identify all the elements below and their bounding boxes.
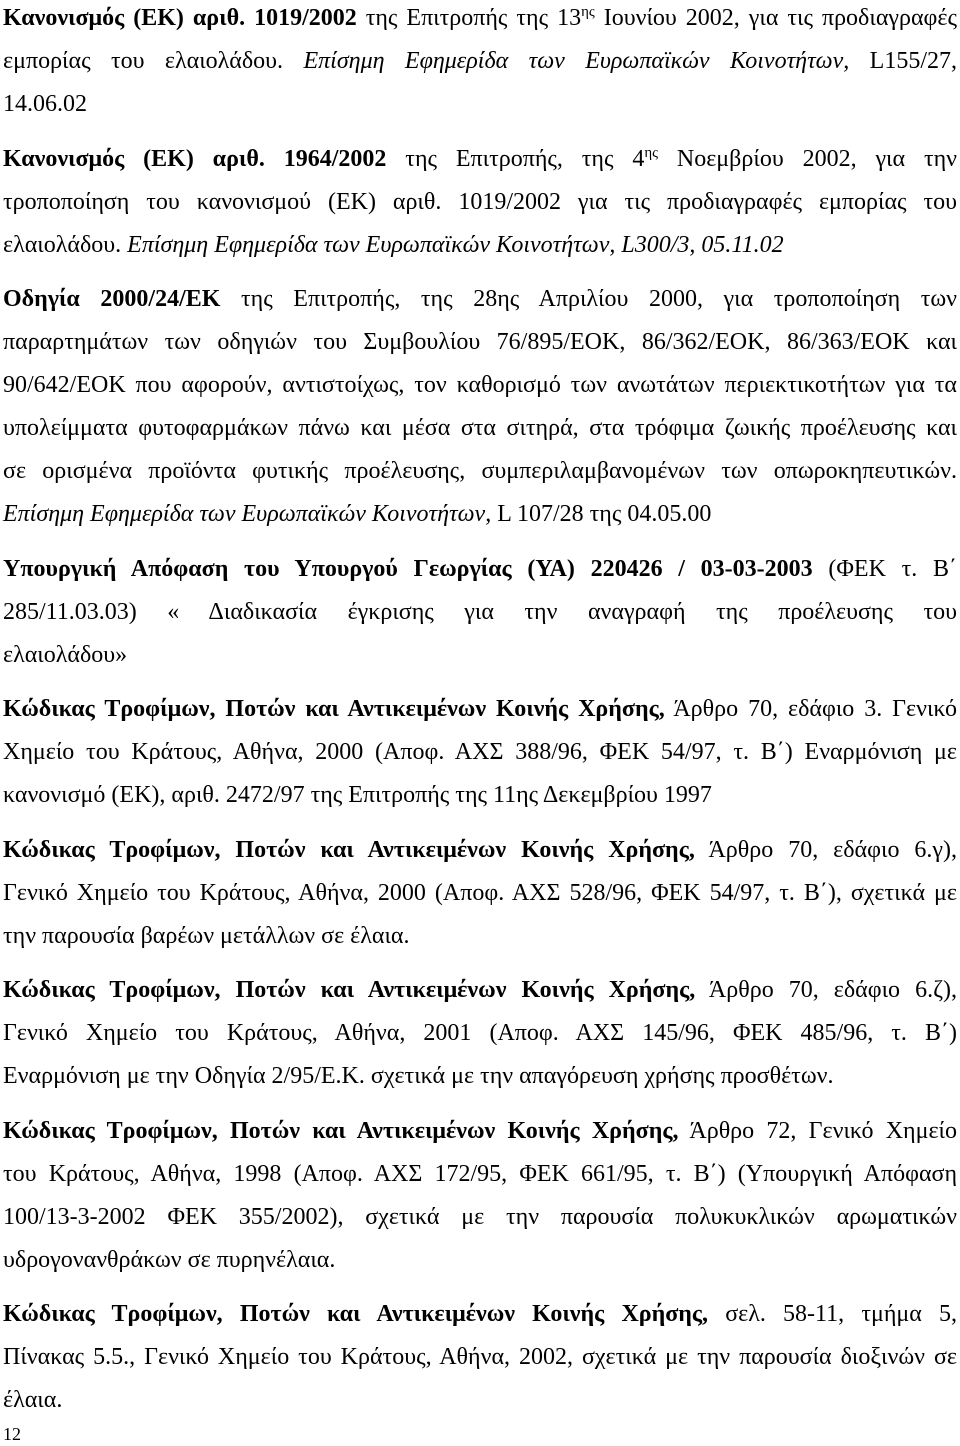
text-line [3, 548, 957, 591]
text-line [3, 493, 957, 536]
text-line [3, 872, 957, 915]
text-line [3, 1239, 957, 1282]
journal-citation: Επίσημη Εφημερίδα των Ευρωπαϊκών Κοινοτήτων, [3, 501, 492, 527]
text-line [3, 634, 957, 677]
text-segment: Γενικό Χημείο του Κράτους, Αθήνα, 2000 (Αποφ. ΑΧΣ 528/96, ΦΕΚ 54/97, τ. Β΄), σχετικά με [3, 879, 957, 906]
text-segment: 14.06.02 [3, 91, 87, 117]
text-segment: Γενικό Χημείο του Κράτους, Αθήνα, 2001 (Αποφ. ΑΧΣ 145/96, ΦΕΚ 485/96, τ. Β΄) [3, 1020, 957, 1046]
reference-title: Κώδικας Τροφίμων, Ποτών και Αντικειμένων Κοινής Χρήσης, [3, 1301, 709, 1327]
reference-title: Οδηγία 2000/24/ΕΚ [3, 286, 221, 312]
text-segment: Πίνακας 5.5., Γενικό Χημείο του Κράτους, Αθήνα, 2002, σχετικά με την παρουσία διοξινών σε [3, 1344, 957, 1370]
reference-entry [3, 969, 957, 1098]
text-segment: ελαιολάδου» [3, 641, 128, 668]
text-line [3, 1196, 957, 1239]
text-line [3, 278, 957, 321]
text-segment: υπολείμματα φυτοφαρμάκων πάνω και μέσα στα σιτηρά, στα τρόφιμα ζωικής προέλευσης και [3, 415, 957, 441]
text-segment: Άρθρο 70, εδάφιο 6.ζ), [695, 977, 957, 1003]
text-line [3, 1336, 957, 1379]
text-line [3, 1379, 957, 1422]
ordinal-suffix: ης [581, 4, 595, 21]
text-line [3, 181, 957, 224]
text-line [3, 774, 957, 817]
text-line [3, 40, 957, 83]
reference-title: Υπουργική Απόφαση του Υπουργού Γεωργίας (ΥΑ) 220426 / 03-03-2003 [3, 555, 813, 582]
reference-entry [3, 1293, 957, 1422]
reference-title: Κώδικας Τροφίμων, Ποτών και Αντικειμένων Κοινής Χρήσης, [3, 836, 695, 863]
journal-citation: Επίσημη Εφημερίδα των Ευρωπαϊκών Κοινοτήτων, L300/3, 05.11.02 [127, 231, 784, 258]
page-number: 12 [3, 1424, 21, 1444]
text-line [3, 0, 957, 40]
reference-entry [3, 278, 957, 536]
text-segment: τροποποίηση του κανονισμού (ΕΚ) αριθ. 1019/2002 για τις προδιαγραφές εμπορίας του [3, 188, 957, 215]
text-segment: της Επιτροπής της 13 [356, 5, 582, 31]
text-line [3, 364, 957, 407]
ordinal-suffix: ης [644, 144, 659, 161]
text-segment: έλαια. [3, 1387, 63, 1413]
text-segment: Χημείο του Κράτους, Αθήνα, 2000 (Αποφ. ΑΧΣ 388/96, ΦΕΚ 54/97, τ. Β΄) Εναρμόνιση με [3, 739, 957, 765]
text-segment: της Επιτροπής, της 4 [386, 145, 645, 172]
text-line [3, 591, 957, 634]
text-line [3, 321, 957, 364]
text-segment: L155/27, [849, 48, 958, 74]
text-segment: του Κράτους, Αθήνα, 1998 (Αποφ. ΑΧΣ 172/95, ΦΕΚ 661/95, τ. Β΄) (Υπουργική Απόφαση [3, 1160, 957, 1187]
reference-list [3, 0, 957, 1434]
text-line [3, 83, 957, 126]
text-line [3, 1153, 957, 1196]
text-segment: παραρτημάτων των οδηγιών του Συμβουλίου 76/895/ΕΟΚ, 86/362/ΕΟΚ, 86/363/ΕΟΚ και [3, 329, 957, 355]
text-segment: (ΦΕΚ τ. Β΄ [812, 555, 957, 582]
text-line [3, 829, 957, 872]
text-line [3, 688, 957, 731]
text-line [3, 407, 957, 450]
reference-entry [3, 0, 957, 126]
text-segment: της Επιτροπής, της 28ης Απριλίου 2000, για τροποποίηση των [220, 286, 958, 312]
reference-entry [3, 688, 957, 817]
text-segment: εμπορίας του ελαιολάδου. [3, 48, 304, 74]
text-segment: Άρθρο 70, εδάφιο 3. Γενικό [664, 696, 957, 722]
text-line [3, 450, 957, 493]
text-segment: Ιουνίου 2002, για τις προδιαγραφές [594, 5, 957, 31]
text-segment: σελ. 58-11, τμήμα 5, [708, 1301, 957, 1327]
reference-entry [3, 548, 957, 677]
text-line [3, 1012, 957, 1055]
text-segment: την παρουσία βαρέων μετάλλων σε έλαια. [3, 922, 410, 949]
text-segment: Εναρμόνιση με την Οδηγία 2/95/Ε.Κ. σχετικά με την απαγόρευση χρήσης προσθέτων. [3, 1063, 834, 1089]
text-segment: 90/642/ΕΟΚ που αφορούν, αντιστοίχως, τον καθορισμό των ανωτάτων περιεκτικοτήτων για τα [3, 372, 957, 398]
text-line [3, 138, 957, 181]
text-line [3, 915, 957, 958]
text-segment: L 107/28 της 04.05.00 [491, 501, 712, 527]
text-line [3, 1110, 957, 1153]
text-line [3, 1055, 957, 1098]
reference-title: Κώδικας Τροφίμων, Ποτών και Αντικειμένων Κοινής Χρήσης, [3, 1117, 679, 1144]
reference-entry [3, 138, 957, 267]
text-segment: 100/13-3-2002 ΦΕΚ 355/2002), σχετικά με την παρουσία πολυκυκλικών αρωματικών [3, 1203, 957, 1230]
text-line [3, 731, 957, 774]
text-segment: ελαιολάδου. [3, 231, 128, 258]
text-segment: Άρθρο 72, Γενικό Χημείο [678, 1117, 957, 1144]
text-segment: σε ορισμένα προϊόντα φυτικής προέλευσης, συμπεριλαμβανομένων των οπωροκηπευτικών. [3, 458, 957, 484]
reference-entry [3, 1110, 957, 1282]
reference-title: Κανονισμός (ΕΚ) αριθ. 1964/2002 [3, 145, 387, 172]
text-segment: υδρογονανθράκων σε πυρηνέλαια. [3, 1246, 336, 1273]
text-segment: 285/11.03.03) « Διαδικασία έγκρισης για την αναγραφή της προέλευσης του [3, 598, 957, 625]
text-segment: κανονισμό (ΕΚ), αριθ. 2472/97 της Επιτροπής της 11ης Δεκεμβρίου 1997 [3, 782, 712, 808]
text-segment: Νοεμβρίου 2002, για την [658, 145, 958, 172]
reference-title: Κανονισμός (ΕΚ) αριθ. 1019/2002 [3, 5, 357, 31]
reference-entry [3, 829, 957, 958]
text-line [3, 1293, 957, 1336]
reference-title: Κώδικας Τροφίμων, Ποτών και Αντικειμένων Κοινής Χρήσης, [3, 696, 665, 722]
text-segment: Άρθρο 70, εδάφιο 6.γ), [694, 836, 958, 863]
reference-title: Κώδικας Τροφίμων, Ποτών και Αντικειμένων Κοινής Χρήσης, [3, 977, 696, 1003]
text-line [3, 969, 957, 1012]
text-line [3, 224, 957, 267]
journal-citation: Επίσημη Εφημερίδα των Ευρωπαϊκών Κοινοτήτων, [303, 48, 850, 74]
